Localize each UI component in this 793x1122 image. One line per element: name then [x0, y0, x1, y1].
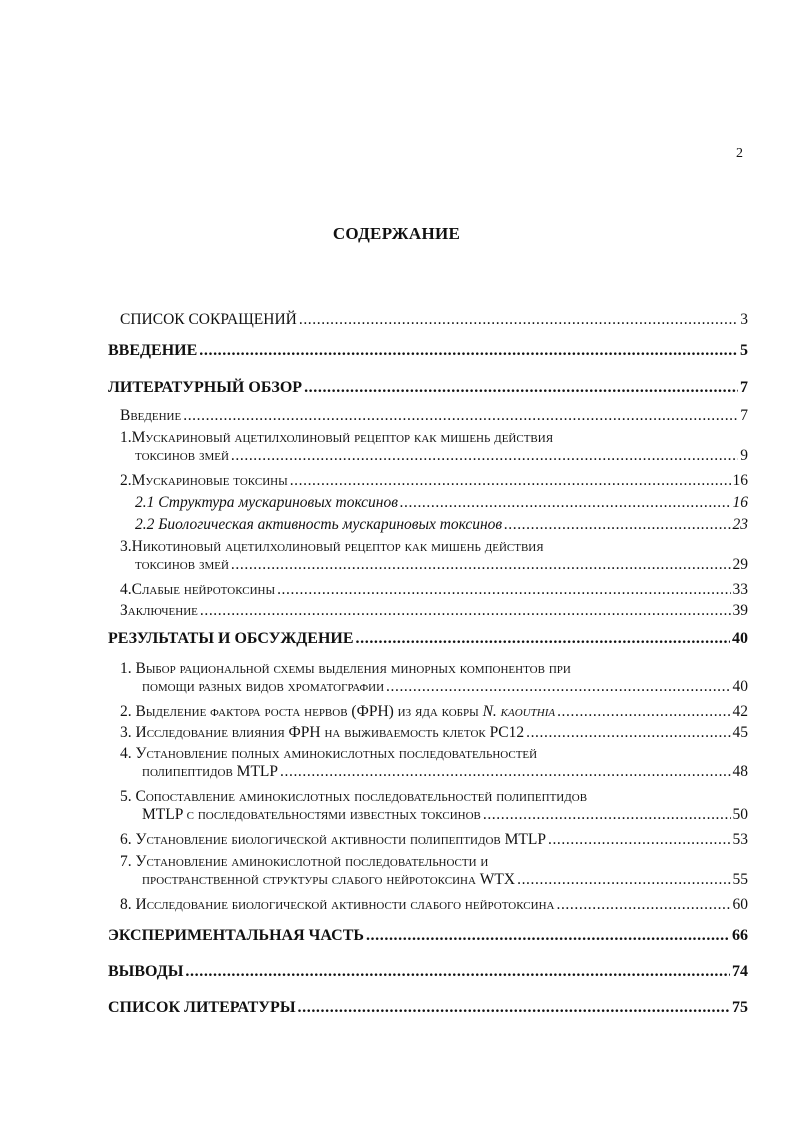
toc-entry-page: 74 — [732, 963, 748, 980]
toc-entry-conclusions[interactable] — [108, 963, 748, 981]
toc-entry-text: 2.2 Биологическая активность мускариновых токсинов — [135, 516, 503, 533]
leader-dots — [200, 602, 731, 620]
toc-entry-page: 60 — [732, 896, 748, 913]
leader-dots — [231, 556, 731, 574]
toc-entry-text: ЛИТЕРАТУРНЫЙ ОБЗОР — [108, 379, 303, 396]
toc-entry-text-line1: 1. Выбор рациональной схемы выделения минорных компонентов при — [120, 660, 571, 677]
toc-entry-text: 2.Мускариновые токсины — [120, 472, 288, 489]
toc-entry-text: ЭКСПЕРИМЕНТАЛЬНАЯ ЧАСТЬ — [108, 927, 364, 944]
leader-dots — [277, 581, 730, 599]
toc-entry-text: ВВЕДЕНИЕ — [108, 342, 198, 359]
toc-entry-muscarinic-toxins[interactable] — [120, 472, 748, 490]
toc-entry-result-3[interactable] — [120, 724, 748, 742]
toc-entry-result-5[interactable] — [120, 788, 748, 824]
toc-entry-result-8[interactable] — [120, 896, 748, 914]
toc-entry-page: 40 — [732, 678, 748, 695]
toc-entry-text: СПИСОК ЛИТЕРАТУРЫ — [108, 999, 296, 1016]
leader-dots — [517, 871, 730, 889]
toc-entry-text-line1: 4. Установление полных аминокислотных последовательностей — [120, 745, 538, 762]
leader-dots — [366, 927, 730, 945]
toc-entry-text: РЕЗУЛЬТАТЫ И ОБСУЖДЕНИЕ — [108, 630, 354, 647]
toc-entry-text: Введение — [120, 407, 182, 424]
toc-entry-text: помощи разных видов хроматографии — [142, 678, 385, 695]
toc-entry-page: 9 — [740, 447, 748, 464]
leader-dots — [185, 963, 730, 981]
leader-dots — [526, 724, 730, 742]
toc-entry-page: 75 — [732, 999, 748, 1016]
toc-entry-result-2[interactable] — [120, 703, 748, 721]
toc-entry-result-6[interactable] — [120, 831, 748, 849]
leader-dots — [199, 342, 738, 360]
leader-dots — [299, 311, 738, 329]
leader-dots — [504, 516, 730, 534]
toc-entry-page: 7 — [740, 407, 748, 424]
toc-entry-page: 42 — [732, 703, 748, 720]
leader-dots — [280, 763, 730, 781]
toc-entry-page: 29 — [732, 556, 748, 573]
leader-dots — [386, 678, 730, 696]
leader-dots — [483, 806, 731, 824]
toc-entry-toxin-activity[interactable] — [135, 516, 748, 534]
toc-entry-page: 33 — [732, 581, 748, 598]
toc-entry-page: 3 — [740, 311, 748, 328]
toc-entry-page: 39 — [732, 602, 748, 619]
leader-dots — [557, 703, 730, 721]
toc-entry-review-introduction[interactable] — [120, 407, 748, 425]
toc-entry-text-line1: 5. Сопоставление аминокислотных последовательностей полипептидов — [120, 788, 588, 805]
toc-entry-text: токсинов змей — [135, 556, 229, 573]
toc-entry-experimental[interactable] — [108, 927, 748, 945]
leader-dots — [356, 630, 730, 648]
toc-entry-page: 55 — [732, 871, 748, 888]
toc-entry-page: 5 — [740, 342, 748, 359]
toc-entry-literature-review[interactable] — [108, 379, 748, 397]
toc-entry-text: MTLP с последовательностями известных токсинов — [142, 806, 481, 823]
leader-dots — [183, 407, 738, 425]
page-number: 2 — [736, 146, 743, 161]
toc-entry-conclusion[interactable] — [120, 602, 748, 620]
toc-entry-weak-neurotoxins[interactable] — [120, 581, 748, 599]
toc-entry-muscarinic-receptor[interactable] — [120, 429, 748, 465]
toc-entry-result-1[interactable] — [120, 660, 748, 696]
toc-entry-text: полипептидов MTLP — [142, 763, 279, 780]
toc-entry-text: СПИСОК СОКРАЩЕНИЙ — [120, 311, 297, 328]
toc-entry-page: 45 — [732, 724, 748, 741]
toc-entry-result-4[interactable] — [120, 745, 748, 781]
leader-dots — [556, 896, 730, 914]
toc-entry-text: токсинов змей — [135, 447, 229, 464]
toc-entry-nicotinic-receptor[interactable] — [120, 538, 748, 574]
toc-entry-results-discussion[interactable] — [108, 630, 748, 648]
toc-entry-page: 7 — [740, 379, 748, 396]
leader-dots — [290, 472, 731, 490]
toc-entry-text: 6. Установление биологической активности полипептидов MTLP — [120, 831, 546, 848]
toc-entry-text: 2.1 Структура мускариновых токсинов — [135, 494, 398, 511]
toc-entry-text: пространственной структуры слабого нейротоксина WTX — [142, 871, 516, 888]
species-name: N. kaouthia — [482, 703, 556, 720]
toc-entry-text: 3. Исследование влияния ФРН на выживаемость клеток PC12 — [120, 724, 525, 741]
toc-entry-text: ВЫВОДЫ — [108, 963, 184, 980]
toc-entry-page: 48 — [732, 763, 748, 780]
leader-dots — [298, 999, 730, 1017]
toc-entry-text-line1: 3.Никотиновый ацетилхолиновый рецептор как мишень действия — [120, 538, 544, 555]
toc-entry-page: 23 — [732, 516, 748, 533]
toc-entry-abbreviations[interactable] — [120, 311, 748, 329]
leader-dots — [400, 494, 731, 512]
toc-entry-page: 66 — [732, 927, 748, 944]
toc-entry-result-7[interactable] — [120, 853, 748, 889]
toc-entry-references[interactable] — [108, 999, 748, 1017]
page-title: СОДЕРЖАНИЕ — [332, 224, 461, 243]
leader-dots — [548, 831, 731, 849]
toc-entry-text: Заключение — [120, 602, 198, 619]
toc-entry-page: 40 — [732, 630, 748, 647]
toc-entry-page: 16 — [732, 494, 748, 511]
toc-entry-text: 8. Исследование биологической активности слабого нейротоксина — [120, 896, 555, 913]
toc-entry-text-line1: 7. Установление аминокислотной последовательности и — [120, 853, 489, 870]
toc-entry-page: 53 — [732, 831, 748, 848]
leader-dots — [304, 379, 738, 397]
toc-entry-toxin-structure[interactable] — [135, 494, 748, 512]
toc-entry-introduction[interactable] — [108, 342, 748, 360]
toc-entry-text-line1: 1.Мускариновый ацетилхолиновый рецептор как мишень действия — [120, 429, 554, 446]
toc-entry-text: 2. Выделение фактора роста нервов (ФРН) из яда кобры N. kaouthia — [120, 703, 556, 720]
toc-entry-page: 16 — [732, 472, 748, 489]
toc-entry-page: 50 — [732, 806, 748, 823]
leader-dots — [231, 447, 738, 465]
toc-entry-text: 4.Слабые нейротоксины — [120, 581, 276, 598]
